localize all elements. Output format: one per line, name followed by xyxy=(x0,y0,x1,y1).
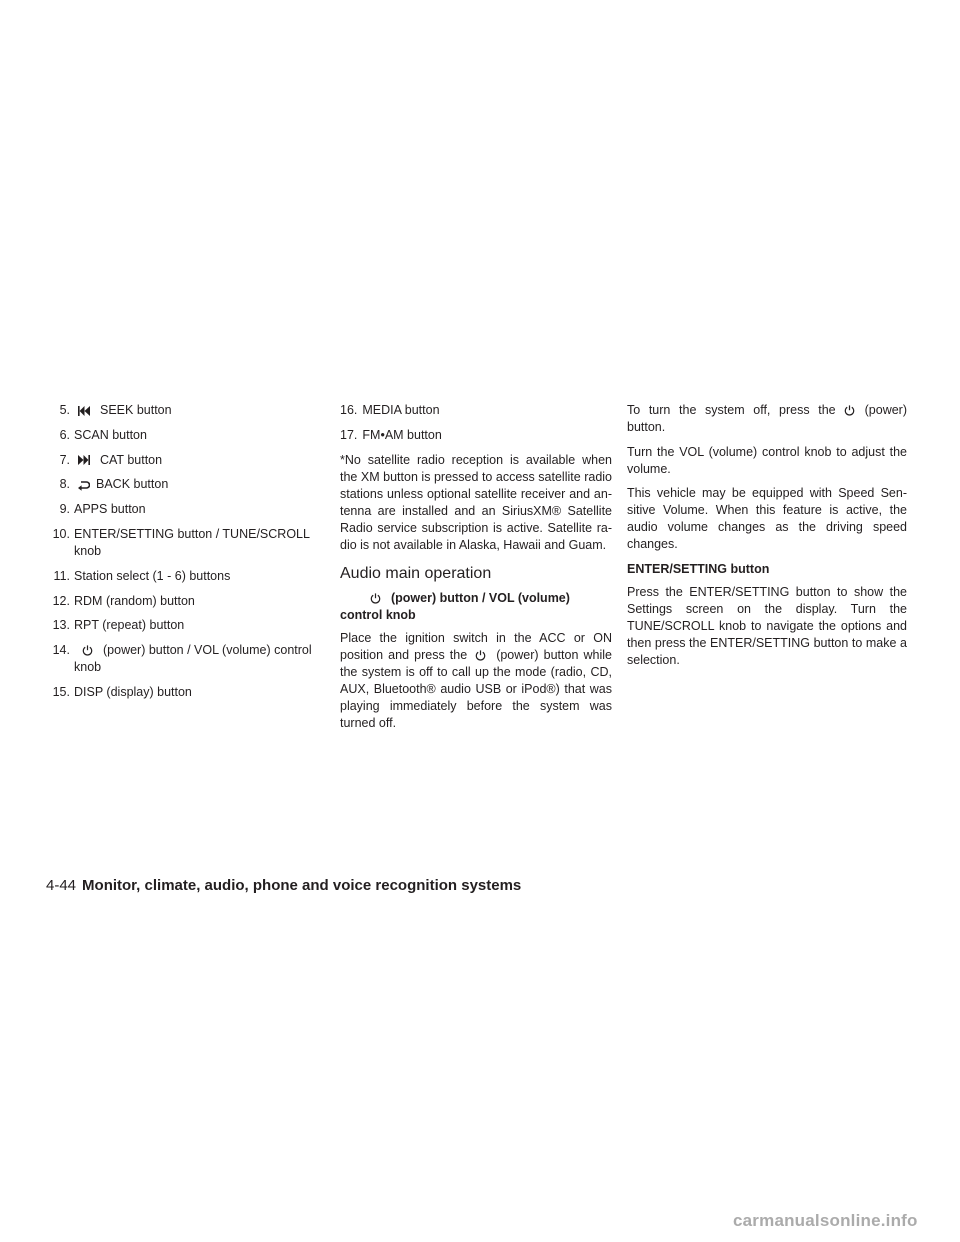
list-item xyxy=(340,427,612,444)
paragraph-text: (power) button. xyxy=(627,403,907,434)
enter-setting-paragraph: Press the ENTER/SETTING button to show the Settings screen on the display. Turn the TUNE/SCROLL knob to navigate the options and then press the ENTER/SETTING button to make a selection. xyxy=(627,584,907,667)
page-footer xyxy=(46,877,521,895)
list-item xyxy=(50,593,326,610)
list-item xyxy=(50,452,326,469)
page-number: 4-44 xyxy=(46,877,77,894)
list-text: SEEK button xyxy=(100,403,172,417)
list-text: Station select (1 - 6) buttons xyxy=(74,568,231,583)
list-item xyxy=(50,642,326,676)
ignition-paragraph xyxy=(340,630,612,732)
list-item xyxy=(50,402,326,419)
volume-paragraph: Turn the VOL (volume) control knob to adjust the volume. xyxy=(627,444,907,476)
list-text: ENTER/SETTING button / TUNE/SCROLL knob xyxy=(74,526,310,558)
paragraph-text: (power) button while the system is off to call up the mode (radio, CD, AUX, Bluetooth® audio USB or iPod®) that was playing immediately before the system was turned off. xyxy=(340,647,612,730)
section-title: Monitor, climate, audio, phone and voice recognition systems xyxy=(82,877,522,894)
list-number: 10. xyxy=(52,526,70,541)
list-text: (power) button / VOL (volume) control knob xyxy=(74,643,312,675)
speed-sensitive-paragraph: This vehicle may be equipped with Speed Sen-sitive Volume. When this feature is active, the audio volume changes as the driving speed changes. xyxy=(627,486,907,552)
list-item xyxy=(340,402,612,419)
list-text: APPS button xyxy=(74,502,146,517)
list-number: 17. xyxy=(340,427,358,442)
back-arrow-icon xyxy=(78,480,90,491)
list-text: FM•AM button xyxy=(362,427,442,442)
list-number: 13. xyxy=(52,618,70,633)
list-item xyxy=(50,427,326,444)
turn-off-paragraph xyxy=(627,402,907,436)
list-number: 5. xyxy=(59,403,70,417)
list-text: MEDIA button xyxy=(362,403,440,417)
list-number: 16. xyxy=(340,403,358,417)
list-number: 12. xyxy=(52,593,70,608)
satellite-radio-note: *No satellite radio reception is available when the XM button is pressed to access satellite radio stations unless optional satellite receiver and an-tenna are installed and an SiriusXM® Satellite Radio service subscription is active. Satellite ra-dio is not available in Alaska, Hawaii and Guam. xyxy=(340,452,612,552)
list-number: 11. xyxy=(53,568,70,583)
power-knob-subheading xyxy=(340,590,612,624)
list-item xyxy=(50,617,326,634)
list-text: RPT (repeat) button xyxy=(74,618,185,633)
subheading-text: (power) button / VOL (volume) control knob xyxy=(340,590,570,622)
list-number: 9. xyxy=(59,502,70,517)
list-item xyxy=(50,568,326,585)
list-text: CAT button xyxy=(100,452,163,467)
list-number: 14. xyxy=(52,643,70,658)
list-number: 8. xyxy=(59,477,70,492)
list-item xyxy=(50,526,326,560)
list-number: 6. xyxy=(59,427,70,442)
list-number: 15. xyxy=(52,684,70,699)
power-icon xyxy=(370,593,381,604)
list-text: DISP (display) button xyxy=(74,684,192,699)
list-item xyxy=(50,684,326,701)
button-list-column xyxy=(50,402,326,709)
power-icon xyxy=(475,650,486,661)
section-heading: Audio main operation xyxy=(340,564,492,582)
power-icon xyxy=(82,645,93,656)
list-item xyxy=(50,476,326,493)
list-text: BACK button xyxy=(96,477,169,492)
list-text: RDM (random) button xyxy=(74,593,195,608)
system-power-column xyxy=(627,402,907,676)
enter-setting-subheading: ENTER/SETTING button xyxy=(627,561,770,576)
seek-forward-icon xyxy=(78,455,90,465)
list-number: 7. xyxy=(59,452,70,467)
seek-back-icon xyxy=(78,406,90,416)
paragraph-text: To turn the system off, press the xyxy=(627,403,836,417)
list-item xyxy=(50,501,326,518)
audio-operation-column xyxy=(340,402,612,739)
power-icon xyxy=(844,405,855,416)
watermark: carmanualsonline.info xyxy=(733,1211,918,1230)
list-text: SCAN button xyxy=(74,427,147,442)
paragraph-text: Place the ignition switch in the ACC or ON position and press the xyxy=(340,630,612,662)
